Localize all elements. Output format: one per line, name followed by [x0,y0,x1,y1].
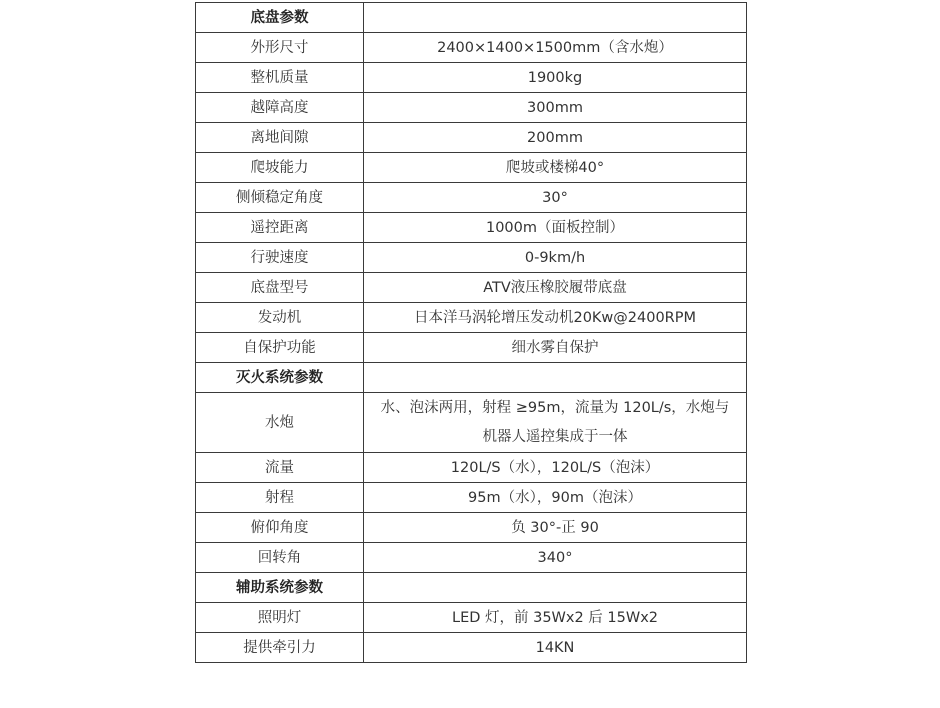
table-row [196,513,747,543]
table-row [196,633,747,663]
spec-table-body [196,3,747,663]
table-row [196,153,747,183]
table-row [196,123,747,153]
section-title: 灭火系统参数 [196,363,364,393]
table-row [196,603,747,633]
param-name: 侧倾稳定角度 [196,183,364,213]
table-row [196,63,747,93]
param-name: 发动机 [196,303,364,333]
param-value: 细水雾自保护 [364,333,747,363]
spec-table [195,2,747,663]
table-row [196,453,747,483]
param-value: 14KN [364,633,747,663]
param-value: 95m（水），90m（泡沫） [364,483,747,513]
param-value [364,393,747,453]
table-row [196,213,747,243]
param-name: 越障高度 [196,93,364,123]
param-value [364,363,747,393]
section-header-row [196,3,747,33]
param-value: 200mm [364,123,747,153]
param-name: 自保护功能 [196,333,364,363]
section-header-row [196,573,747,603]
param-name: 回转角 [196,543,364,573]
table-row [196,273,747,303]
param-name: 离地间隙 [196,123,364,153]
param-value: 120L/S（水），120L/S（泡沫） [364,453,747,483]
param-name: 水炮 [196,393,364,453]
param-value-line: 机器人遥控集成于一体 [482,428,628,445]
param-name: 底盘型号 [196,273,364,303]
table-row [196,243,747,273]
param-value: ATV液压橡胶履带底盘 [364,273,747,303]
param-value: 日本洋马涡轮增压发动机20Kw@2400RPM [364,303,747,333]
param-name: 外形尺寸 [196,33,364,63]
table-row [196,543,747,573]
table-row [196,483,747,513]
param-name: 整机质量 [196,63,364,93]
param-name: 行驶速度 [196,243,364,273]
table-row [196,393,747,453]
param-value: 30° [364,183,747,213]
param-value [364,3,747,33]
param-name: 俯仰角度 [196,513,364,543]
param-name: 遥控距离 [196,213,364,243]
param-name: 照明灯 [196,603,364,633]
param-value: 0-9km/h [364,243,747,273]
table-row [196,183,747,213]
param-name: 流量 [196,453,364,483]
section-header-row [196,363,747,393]
table-row [196,33,747,63]
param-value: 2400×1400×1500mm（含水炮） [364,33,747,63]
section-title: 辅助系统参数 [196,573,364,603]
param-value: 340° [364,543,747,573]
param-name: 提供牵引力 [196,633,364,663]
param-value-line: 水、泡沫两用，射程 ≥95m，流量为 120L/s，水炮与 [380,399,730,416]
param-value: 1000m（面板控制） [364,213,747,243]
table-row [196,303,747,333]
table-row [196,93,747,123]
section-title: 底盘参数 [196,3,364,33]
param-value [364,573,747,603]
param-value: 负 30°-正 90 [364,513,747,543]
table-row [196,333,747,363]
param-value: 300mm [364,93,747,123]
param-name: 射程 [196,483,364,513]
param-value: 1900kg [364,63,747,93]
param-value: LED 灯，前 35Wx2 后 15Wx2 [364,603,747,633]
param-value: 爬坡或楼梯40° [364,153,747,183]
param-name: 爬坡能力 [196,153,364,183]
